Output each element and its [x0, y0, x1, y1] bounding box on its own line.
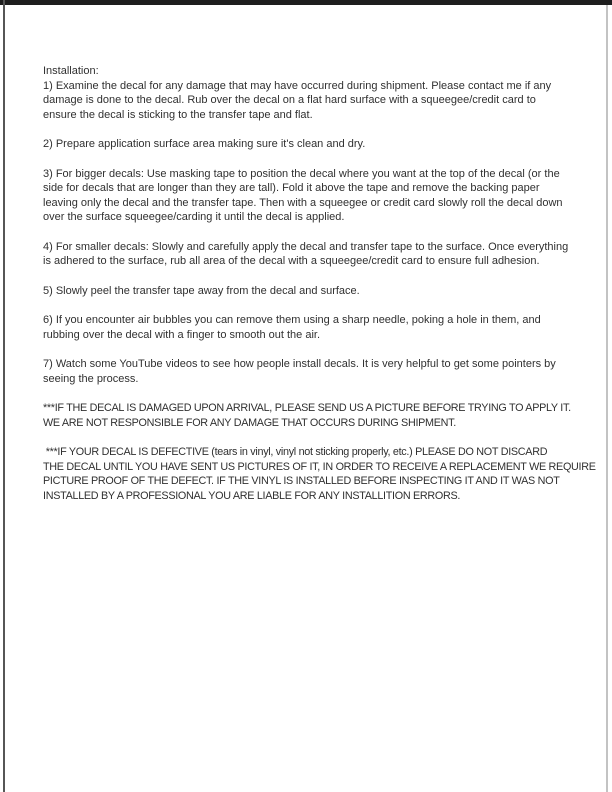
text-line: ***IF THE DECAL IS DAMAGED UPON ARRIVAL, PLEASE SEND US A PICTURE BEFORE TRYING TO APPLY IT. — [43, 402, 571, 414]
text-line: 6) If you encounter air bubbles you can remove them using a sharp needle, poking a hole in them, and — [43, 314, 541, 326]
page-right-edge — [606, 5, 608, 792]
text-line: WE ARE NOT RESPONSIBLE FOR ANY DAMAGE THAT OCCURS DURING SHIPMENT. — [43, 416, 456, 429]
text-line: side for decals that are longer than they are tall). Fold it above the tape and remove the backing paper — [43, 182, 540, 194]
paragraph-step-7 — [43, 357, 602, 386]
paragraph-step-4 — [43, 240, 602, 269]
text-line: 1) Examine the decal for any damage that may have occurred during shipment. Please contact me if any — [43, 79, 552, 92]
paragraph-step-2 — [43, 137, 602, 152]
paragraph-heading — [43, 64, 602, 79]
text-line: is adhered to the surface, rub all area of the decal with a squeegee/credit card to ensure full adhesion. — [43, 255, 540, 267]
text-line: 2) Prepare application surface area making sure it's clean and dry. — [43, 138, 366, 150]
paragraph-step-3 — [43, 167, 602, 225]
text-line: seeing the process. — [43, 372, 139, 385]
paragraph-damage-warning — [43, 401, 602, 430]
text-line: damage is done to the decal. Rub over the decal on a flat hard surface with a squeegee/credit card to — [43, 94, 536, 106]
paragraph-defect-warning — [43, 445, 602, 503]
text-line: ***IF YOUR DECAL IS DEFECTIVE (tears in vinyl, vinyl not sticking properly, etc.) PLEASE DO NOT DISCARD — [43, 446, 548, 458]
text-line: rubbing over the decal with a finger to smooth out the air. — [43, 328, 320, 341]
paragraph-step-1 — [43, 79, 602, 123]
page-top-edge — [0, 0, 612, 5]
text-line: 5) Slowly peel the transfer tape away from the decal and surface. — [43, 284, 360, 297]
text-line: INSTALLED BY A PROFESSIONAL YOU ARE LIABLE FOR ANY INSTALLITION ERRORS. — [43, 489, 461, 502]
text-line: 7) Watch some YouTube videos to see how people install decals. It is very helpful to get some pointers by — [43, 358, 556, 370]
text-line: Installation: — [43, 65, 99, 77]
page-left-edge — [3, 0, 5, 792]
paragraph-step-6 — [43, 313, 602, 342]
paragraph-step-5 — [43, 284, 602, 299]
text-line: ensure the decal is sticking to the transfer tape and flat. — [43, 108, 313, 121]
text-line: THE DECAL UNTIL YOU HAVE SENT US PICTURES OF IT, IN ORDER TO RECEIVE A REPLACEMENT WE REQUIRE — [43, 460, 596, 473]
text-line: 4) For smaller decals: Slowly and carefully apply the decal and transfer tape to the surface. Once everything — [43, 240, 569, 253]
text-line: over the surface squeegee/carding it until the decal is applied. — [43, 211, 345, 223]
text-line: leaving only the decal and the transfer tape. Then with a squeegee or credit card slowly roll the decal down — [43, 196, 563, 209]
text-line: 3) For bigger decals: Use masking tape to position the decal where you want at the top of the decal (or the — [43, 167, 560, 180]
text-line: PICTURE PROOF OF THE DEFECT. IF THE VINYL IS INSTALLED BEFORE INSPECTING IT AND IT WAS NOT — [43, 475, 560, 487]
installation-instructions — [43, 64, 602, 503]
